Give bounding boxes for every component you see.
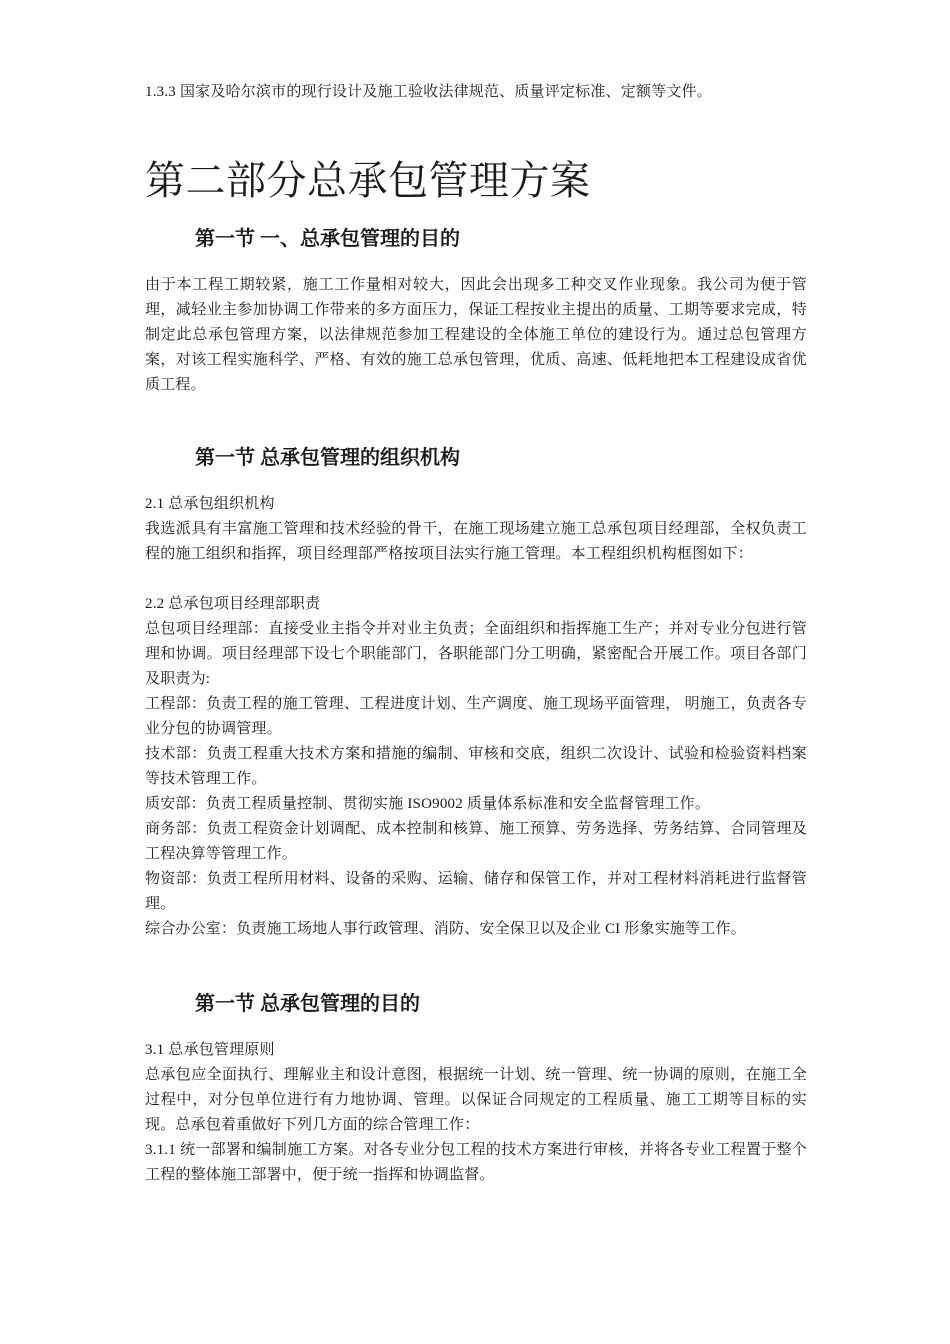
duty-paragraph: 质安部：负责工程质量控制、贯彻实施 ISO9002 质量体系标准和安全监督管理工作。: [145, 796, 711, 812]
section-2-2-title: 2.2 总承包项目经理部职责: [145, 596, 321, 612]
duty-paragraph: 综合办公室：负责施工场地人事行政管理、消防、安全保卫以及企业 CI 形象实施等工作。: [145, 921, 746, 937]
intro-line: 1.3.3 国家及哈尔滨市的现行设计及施工验收法律规范、质量评定标准、定额等文件。: [145, 84, 712, 100]
section-2-1-body: 我选派具有丰富施工管理和技术经验的骨干，在施工现场建立施工总承包项目经理部，全权负责工程的施工组织和指挥，项目经理部严格按项目法实行施工管理。本工程组织机构框图如下：: [145, 521, 807, 562]
section-3-1-1-item: 3.1.1 统一部署和编制施工方案。对各专业分包工程的技术方案进行审核，并将各专业工程置于整个工程的整体施工部署中，便于统一指挥和协调监督。: [145, 1142, 807, 1183]
duty-paragraph: 工程部：负责工程的施工管理、工程进度计划、生产调度、施工现场平面管理， 明施工，负责各专业分包的协调管理。: [145, 696, 807, 737]
duty-paragraph: 总包项目经理部：直接受业主指令并对业主负责；全面组织和指挥施工生产；并对专业分包进行管理和协调。项目经理部下设七个职能部门，各职能部门分工明确，紧密配合开展工作。项目各部门及职责为:: [145, 621, 807, 687]
section-1-body: 由于本工程工期较紧，施工工作量相对较大，因此会出现多工种交叉作业现象。我公司为便于管理，减轻业主参加协调工作带来的多方面压力，保证工程按业主提出的质量、工期等要求完成，特制定此总承包管理方案，以法律规范参加工程建设的全体施工单位的建设行为。通过总包管理方案，对该工程实施科学、严格、有效的施工总承包管理，优质、高速、低耗地把本工程建设成省优质工程。: [145, 277, 807, 393]
section-3-1-body: 总承包应全面执行、理解业主和设计意图，根据统一计划、统一管理、统一协调的原则，在施工全过程中，对分包单位进行有力地协调、管理。以保证合同规定的工程质量、施工工期等目标的实现。总承包着重做好下列几方面的综合管理工作：: [145, 1067, 807, 1133]
duty-paragraph: 商务部：负责工程资金计划调配、成本控制和核算、施工预算、劳务选择、劳务结算、合同管理及工程决算等管理工作。: [145, 821, 807, 862]
section-1-heading: 第一节 一、总承包管理的目的: [195, 228, 460, 250]
section-3-1-title: 3.1 总承包管理原则: [145, 1042, 275, 1058]
section-2-heading: 第一节 总承包管理的组织机构: [195, 447, 460, 469]
document-content: [145, 80, 807, 1188]
section-3-heading: 第一节 总承包管理的目的: [195, 993, 420, 1015]
duty-paragraph: 技术部：负责工程重大技术方案和措施的编制、审核和交底，组织二次设计、试验和检验资料档案等技术管理工作。: [145, 746, 807, 787]
section-2-1-title: 2.1 总承包组织机构: [145, 496, 275, 512]
duty-paragraph: 物资部：负责工程所用材料、设备的采购、运输、储存和保管工作，并对工程材料消耗进行监督管理。: [145, 871, 807, 912]
part-title: 第二部分总承包管理方案: [145, 158, 591, 203]
